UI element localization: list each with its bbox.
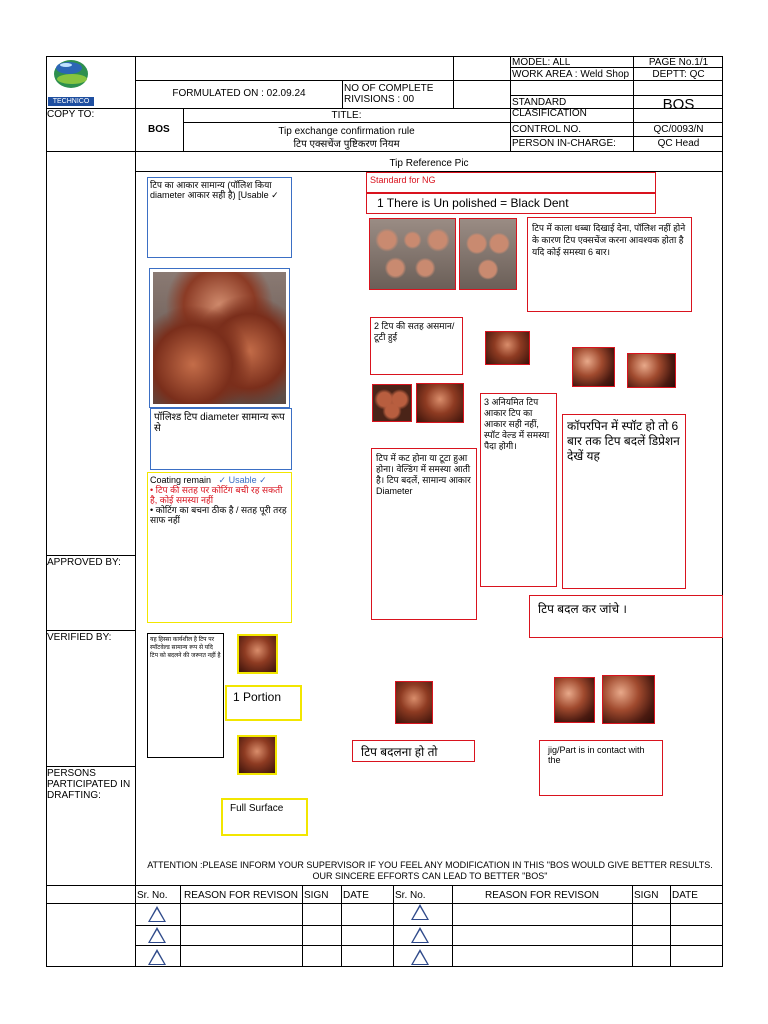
company-logo <box>48 57 94 107</box>
revision-triangle-icon <box>411 927 429 943</box>
control-no-label: CONTROL NO. <box>512 124 582 135</box>
jig-contact-text: jig/Part is in contact with the <box>548 745 645 765</box>
person-in-charge: QC Head <box>657 138 700 149</box>
coating-remain-box <box>147 472 292 623</box>
model: MODEL: ALL <box>512 57 571 68</box>
coating-usable-mark: ✓ Usable ✓ <box>218 475 267 485</box>
ng1-text: 1 There is Un polished = Black Dent <box>377 196 569 210</box>
standard-for-ng-label: Standard for NG <box>370 175 436 185</box>
col-sr-no-2: Sr. No. <box>395 890 426 901</box>
jig-contact-box <box>539 740 663 796</box>
ng-mid-text: टिप में कट होना या टूटा हुआ होना। वेल्डिंग में समस्या आती है। टिप बदलें, सामान्य आकार Diameter <box>376 453 471 496</box>
ng-mid-box <box>371 448 477 620</box>
ng2-photo-c <box>627 353 676 388</box>
revision-triangle-icon <box>411 949 429 965</box>
ng3-photo-a <box>372 384 412 422</box>
usable-tip-text: टिप का आकार सामान्य (पॉलिश किया diameter आकार सही है) [Usable ✓ <box>150 180 279 200</box>
col-date-2: DATE <box>672 890 698 901</box>
control-no: QC/0093/N <box>653 124 704 135</box>
ng2-photo-a <box>485 331 530 365</box>
col-reason-2: REASON FOR REVISON <box>485 890 599 901</box>
document-title-hindi: टिप एक्सचेंज पुष्टिकरण नियम <box>293 139 400 150</box>
portion-photo-a <box>237 634 278 674</box>
revision-triangle-icon <box>148 949 166 965</box>
small-note-text: यह हिस्सा कार्यशील है टिप पर स्पॉटवेल्ड सामान्य रूप से यदि टिप को बदलने की जरूरत नहीं है <box>150 637 221 659</box>
usable-tip-photo <box>149 268 290 408</box>
department: DEPTT: QC <box>652 69 705 80</box>
bottom-red-text: टिप बदल कर जांचे । <box>538 602 627 616</box>
ng2-text: 2 टिप की सतह असमान/टूटी हुई <box>374 321 455 342</box>
attention-note: ATTENTION :PLEASE INFORM YOUR SUPERVISOR IF YOU FEEL ANY MODIFICATION IN THIS "BOS WOULD GIVE BETTER RESULTS. OUR SINCERE EFFORTS CAN LEAD TO BETTER "BOS" <box>147 860 713 881</box>
ng3-box <box>480 393 557 587</box>
mid-red-text: टिप बदलना हो तो <box>361 745 438 759</box>
bos-label-right: BOS <box>662 96 695 113</box>
full-surface-box <box>221 798 308 836</box>
right-photo-b <box>602 675 655 724</box>
ng1-photo-b <box>459 218 517 290</box>
standard-classification: STANDARD CLASIFICATION <box>512 97 587 119</box>
ng1-photo-a <box>369 218 456 290</box>
ng2-box <box>370 317 463 375</box>
persons-participated-label: PERSONS PARTICIPATED IN DRAFTING: <box>47 768 131 801</box>
person-in-charge-label: PERSON IN-CHARGE: <box>512 138 616 149</box>
work-area: WORK AREA : Weld Shop <box>512 69 630 80</box>
portion-photo-b <box>237 735 277 775</box>
ng1-description-box <box>527 217 692 312</box>
approved-by-label: APPROVED BY: <box>47 557 121 568</box>
logo-text: TECHNICO <box>48 97 94 106</box>
coating-note-black: • कोटिंग का बचना ठीक है / सतह पूरी तरह साफ नहीं <box>150 505 287 525</box>
revision-triangle-icon <box>411 904 429 920</box>
revision-triangle-icon <box>148 927 166 943</box>
polished-diameter-text: पॉलिश्ड टिप diameter सामान्य रूप से <box>154 412 285 434</box>
revisions-count: NO OF COMPLETE RIVISIONS : 00 <box>344 83 434 105</box>
bos-label-left: BOS <box>148 124 170 135</box>
col-sign-1: SIGN <box>304 890 329 901</box>
col-date-1: DATE <box>343 890 369 901</box>
ng1-description: टिप में काला धब्बा दिखाई देना, पॉलिश नहीं होने के कारण टिप एक्सचेंज करना आवश्यक होता है यदि कोई समस्या 6 बार। <box>532 223 686 257</box>
ng3-text: 3 अनियमित टिप आकार टिप का आकार सही नहीं, स्पॉट वेल्ड में समस्या पैदा होगी। <box>484 397 550 451</box>
col-reason-1: REASON FOR REVISON <box>184 890 298 901</box>
mid-photo <box>395 681 433 724</box>
ng2-photo-b <box>572 347 615 387</box>
copy-to-label: COPY TO: <box>47 109 95 120</box>
title-label: TITLE: <box>331 110 362 121</box>
coating-remain-title: Coating remain <box>150 475 212 485</box>
full-surface-label: Full Surface <box>230 803 284 814</box>
standard-for-ng-box <box>366 172 656 193</box>
formulated-on: FORMULATED ON : 02.09.24 <box>172 88 306 99</box>
bottom-red-box <box>529 595 723 638</box>
ng3-photo-b <box>416 383 464 423</box>
ng1-box <box>366 193 656 214</box>
page-number: PAGE No.1/1 <box>648 57 709 68</box>
col-sign-2: SIGN <box>634 890 659 901</box>
coating-note-red: • टिप की सतह पर कोटिंग बची रह सकती है, कोई समस्या नहीं <box>150 485 283 505</box>
portion-box <box>225 685 302 721</box>
usable-tip-box <box>147 177 292 258</box>
right-photo-a <box>554 677 595 723</box>
verified-by-label: VERIFIED BY: <box>47 632 112 643</box>
ng-right-box <box>562 414 686 589</box>
tip-reference-heading: Tip Reference Pic <box>389 158 469 169</box>
ng-right-text: कॉपरपिन में स्पॉट हो तो 6 बार तक टिप बदलें डिप्रेशन देखें यह <box>567 419 680 463</box>
col-sr-no-1: Sr. No. <box>137 890 168 901</box>
mid-red-box <box>352 740 475 762</box>
small-note-box <box>147 633 224 758</box>
revision-triangle-icon <box>148 906 166 922</box>
polished-diameter-box <box>150 408 292 470</box>
portion-label: 1 Portion <box>233 690 282 704</box>
document-title: Tip exchange confirmation rule <box>278 126 415 137</box>
